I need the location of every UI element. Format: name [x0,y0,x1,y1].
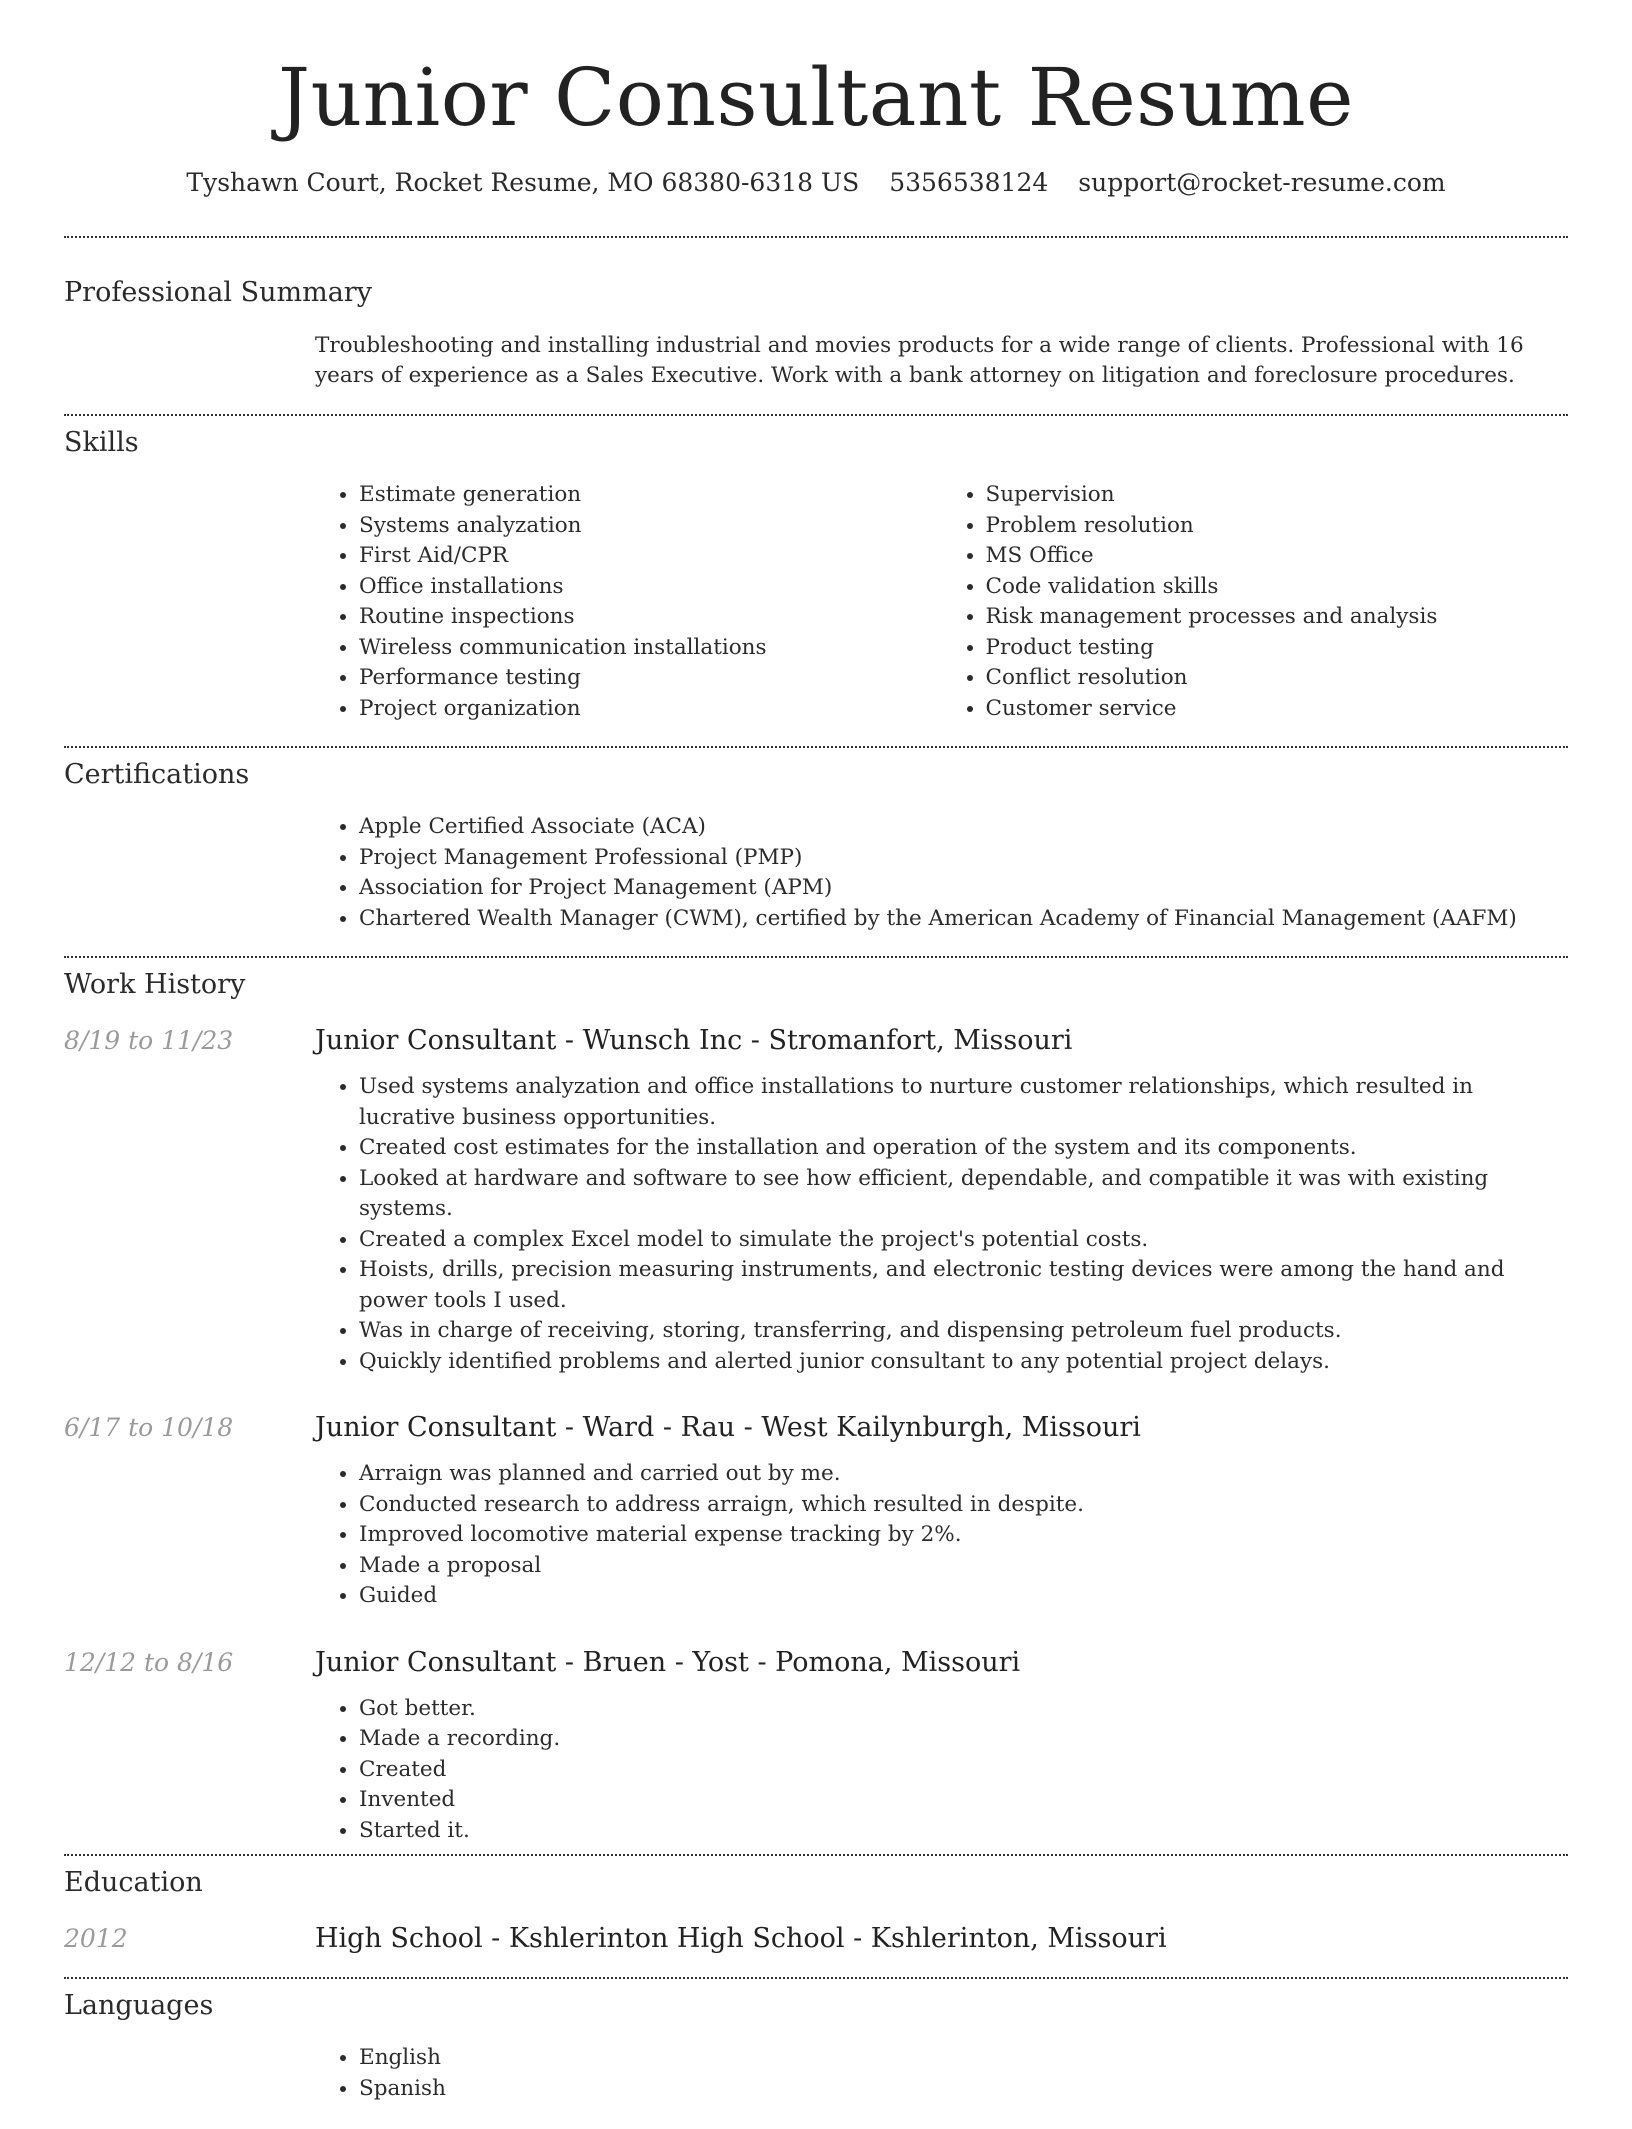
contact-phone: 5356538124 [889,168,1049,197]
section-title-languages: Languages [64,1990,214,2021]
work-bullet: • Made a recording. [359,1724,1568,1755]
certification-item: • Project Management Professional (PMP) [359,843,1568,874]
section-title-skills: Skills [64,427,139,458]
language-item: • Spanish [359,2074,1568,2105]
skill-item: • Product testing [986,633,1569,664]
skill-item: • Office installations [359,572,942,603]
skill-item: • Systems analyzation [359,511,942,542]
work-bullet: • Invented [359,1785,1568,1816]
skill-item: • Project organization [359,694,942,725]
skill-item: • Performance testing [359,663,942,694]
work-entry-dates: 6/17 to 10/18 [64,1413,234,1442]
certifications-list [315,812,1568,934]
contact-line [64,166,1568,200]
work-bullet: • Hoists, drills, precision measuring instruments, and electronic testing devices were among the hand and power tools I used. [359,1255,1568,1316]
work-bullet: • Created [359,1755,1568,1786]
contact-address: Tyshawn Court, Rocket Resume, MO 68380-6318 US [186,168,860,197]
work-bullet: • Conducted research to address arraign, which resulted in despite. [359,1490,1568,1521]
section-title-certifications: Certifications [64,759,250,790]
education-list [64,1922,1568,1956]
skill-item: • First Aid/CPR [359,541,942,572]
work-bullet: • Improved locomotive material expense tracking by 2%. [359,1520,1568,1551]
education-heading: High School - Kshlerinton High School - Kshlerinton, Missouri [315,1923,1167,1954]
work-entry-bullets [315,1694,1568,1847]
section-languages [64,1977,1568,2129]
certification-item: • Apple Certified Associate (ACA) [359,812,1568,843]
contact-email: support@rocket-resume.com [1078,168,1446,197]
skills-column-right [942,480,1569,724]
work-bullet: • Looked at hardware and software to see how efficient, dependable, and compatible it was with existing systems. [359,1164,1568,1225]
summary-text: Troubleshooting and installing industrial and movies products for a wide range of clients. Professional with 16 years of experience as a Sales Executive. Work with a bank attorney on litigation and foreclosure procedures. [315,333,1524,388]
skill-item: • Routine inspections [359,602,942,633]
work-bullet: • Created a complex Excel model to simulate the project's potential costs. [359,1225,1568,1256]
work-entry-heading: Junior Consultant - Ward - Rau - West Kailynburgh, Missouri [315,1412,1141,1443]
work-entry [64,1646,1568,1847]
education-date: 2012 [64,1924,128,1953]
education-entry [64,1922,1568,1956]
resume-page [64,0,1568,2129]
section-title-education: Education [64,1867,203,1898]
skill-item: • Customer service [986,694,1569,725]
work-bullet: • Made a proposal [359,1551,1568,1582]
certifications-bullets [315,812,1568,934]
skill-item: • Code validation skills [986,572,1569,603]
certification-item: • Chartered Wealth Manager (CWM), certified by the American Academy of Financial Management (AAFM) [359,904,1568,935]
work-entry-dates: 12/12 to 8/16 [64,1647,234,1677]
section-education [64,1854,1568,1977]
skill-item: • Conflict resolution [986,663,1569,694]
work-bullet: • Was in charge of receiving, storing, transferring, and dispensing petroleum fuel products. [359,1316,1568,1347]
work-bullet: • Arraign was planned and carried out by me. [359,1459,1568,1490]
work-bullet: • Used systems analyzation and office installations to nurture customer relationships, which resulted in lucrative business opportunities. [359,1072,1568,1133]
work-entry-bullets [315,1072,1568,1377]
skill-item: • MS Office [986,541,1569,572]
section-title-work-history: Work History [64,969,246,1000]
work-bullet: • Started it. [359,1816,1568,1847]
languages-bullets [315,2043,1568,2104]
work-bullet: • Guided [359,1581,1568,1612]
skills-column-left [315,480,942,724]
section-work-history [64,956,1568,1854]
skill-item: • Problem resolution [986,511,1569,542]
skill-item: • Wireless communication installations [359,633,942,664]
skill-item: • Supervision [986,480,1569,511]
work-entry [64,1024,1568,1377]
language-item: • English [359,2043,1568,2074]
skill-item: • Estimate generation [359,480,942,511]
languages-list [315,2043,1568,2104]
certification-item: • Association for Project Management (APM) [359,873,1568,904]
work-entry-heading: Junior Consultant - Wunsch Inc - Stromanfort, Missouri [315,1025,1073,1056]
resume-title: Junior Consultant Resume [278,51,1354,144]
work-entry-heading: Junior Consultant - Bruen - Yost - Pomona, Missouri [315,1646,1021,1678]
section-summary [64,236,1568,414]
work-bullet: • Got better. [359,1694,1568,1725]
work-history-list [64,1024,1568,1846]
work-entry-bullets [315,1459,1568,1612]
section-title-summary: Professional Summary [64,277,372,308]
work-entry-dates: 8/19 to 11/23 [64,1026,234,1055]
skills-list [315,480,1568,724]
work-bullet: • Quickly identified problems and alerted junior consultant to any potential project delays. [359,1347,1568,1378]
skill-item: • Risk management processes and analysis [986,602,1569,633]
work-entry [64,1411,1568,1612]
section-skills [64,414,1568,746]
work-bullet: • Created cost estimates for the installation and operation of the system and its components. [359,1133,1568,1164]
section-certifications [64,746,1568,956]
